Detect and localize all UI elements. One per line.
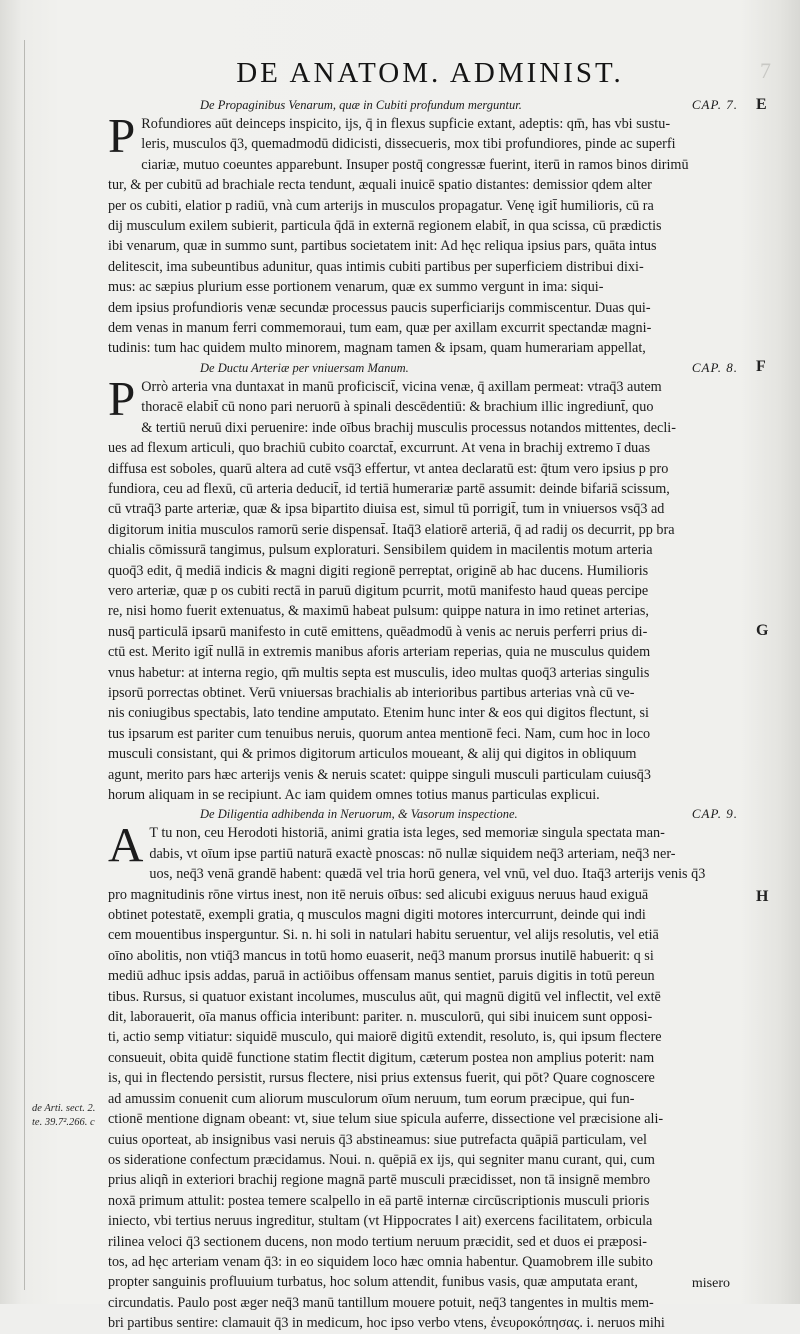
text-line: dit, laborauerit, oīa manus officia interibunt: pariter. n. musculorū, qui sibi inuicem sunt opposi-	[108, 1009, 653, 1026]
text-line: ipsorū porrectas obtinet. Verū vniuersas brachialis ab interioribus partibus arterias vnà cū ve-	[108, 684, 635, 701]
drop-cap: P	[108, 114, 136, 163]
text-line: ad amussim conuenit cum aliorum musculorum oīum neruum, tum eorum præcipue, qui fun-	[108, 1090, 635, 1107]
text-body	[108, 96, 748, 1334]
text-line: nis coniugibus spectabis, lato tendine amputato. Etenim hunc inter & eos qui digitos flectunt, si	[108, 705, 650, 722]
text-line: ibi venarum, quæ in summo sunt, partibus societatem init: Ad hęc reliqua ipsius pars, quāta intus	[108, 238, 657, 255]
text-line: uos, neq̄3 venā grandē habent: quædā vel tria horū genera, vel vnū, vel duo. Itaq̄3 arterijs venis q̄3	[149, 866, 706, 883]
text-line: re, nisi homo fuerit extenuatus, & maximū habeat pulsum: quippe natura in imo retinet arterias,	[108, 603, 649, 620]
text-line: dem ipsius profundioris venæ secundæ processus paucis superficiarijs commiscentur. Duas qui-	[108, 299, 651, 316]
text-line: ti, actio semp vitiatur: siquidē musculo, qui maiorē digitū extendit, resoluto, is, qui ipsum flectere	[108, 1029, 662, 1046]
chapter-number: CAP. 7.	[691, 97, 738, 112]
text-line: circundatis. Paulo post æger neq̄3 manū tantillum mouere potuit, neq̄3 tangentes in multis mem-	[108, 1294, 654, 1311]
text-line: agunt, merito pars hæc arterijs venis & neruis scatet: quippe singuli musculi particulam cuiusq̄3	[108, 766, 651, 783]
text-line: mediū adhuc ipsis addas, paruā in actiōibus offensam manus sentiet, paruis digitis in totū pereun	[108, 968, 655, 985]
margin-note-line: te. 39.7².266. c	[32, 1117, 95, 1128]
text-line: obtinet potestatē, exempli gratia, q musculos magni digiti motores intercurrunt, deinde qui indi	[108, 907, 646, 924]
chapter-paragraph	[108, 823, 748, 1333]
text-line: ctionē mentione dignam obeant: vt, siue telum siue spicula auferre, dissectione vel præcisione ali-	[108, 1111, 664, 1128]
text-line: fundiora, ceu ad flexū, cū arteria deducit̄, id tertiā humerariæ partē assumit: deinde bifariā scissum,	[108, 480, 670, 497]
text-line: musculi consistant, qui & primos digitorum articulos moueant, & alij qui digitos in obliquum	[108, 746, 637, 763]
gutter-line	[24, 40, 25, 1290]
text-line: os sideratione confectum præcidamus. Noui. n. quēpiā ex ijs, qui segniter manu curant, qui, cum	[108, 1151, 655, 1168]
text-line: noxā primum attulit: postea temere scalpello in eā partē internæ circūscriptionis musculi prioris	[108, 1192, 650, 1209]
text-line: vnus habetur: at interna regio, qm̄ multis septa est musculis, ideo multas quoq̄3 arterias singulis	[108, 664, 650, 681]
text-line: vero arteriæ, quæ p os cubiti rectā in paruū digitum pcurrit, motū manifesto haud queas percipe	[108, 582, 649, 599]
text-line: ciariæ, mutuo coeuntes apparebunt. Insuper postq̄ congressæ fuerint, iterū in ramos binos dirimū	[141, 156, 689, 173]
drop-cap: A	[108, 823, 144, 873]
text-line: dabis, vt oīum ipse partiū naturā exactè pnoscas: nō nullæ siquidem neq̄3 arteriam, neq̄3 ner-	[149, 845, 676, 862]
drop-cap: P	[108, 376, 136, 426]
text-line: per os cubiti, elatior p radiū, vnà cum arterijs in musculos propagatur. Venę igit̄ humilioris, cū ra	[108, 197, 654, 214]
chapter-title: De Diligentia adhibenda in Neruorum, & Vasorum inspectione.	[200, 807, 518, 822]
text-line: dij musculum exilem subierit, particula q̄dā in externā regionem elabit̄, in qua scissa, cū prædictis	[108, 218, 662, 235]
margin-letter-g: G	[756, 622, 769, 639]
text-line: delitescit, ima subeuntibus adunitur, quas intimis cubiti partibus per superficiem distribui dixi-	[108, 258, 644, 275]
text-line: nusq̄ particulā ipsarū manifesto in cutē emittens, quēadmodū à venis ac neruis perferri prius di-	[108, 623, 648, 640]
text-line: tibus. Rursus, si quatuor existant incolumes, musculus aūt, qui magnū digitū vel inflectit, vel extē	[108, 988, 661, 1005]
chapter-paragraph	[108, 377, 748, 806]
text-line: iniecto, vbi tertius neruus ingreditur, stultam (vt Hippocrates ‖ ait) exercens facilitatem, orbicula	[108, 1213, 653, 1230]
text-line: leris, musculos q̄3, quemadmodū didicisti, dissecueris, mox tibi profundiores, pinde ac superfi	[141, 136, 676, 153]
text-line: cū vtraq̄3 parte arteriæ, quæ & ipsa bipartito diuisa est, simul tū porrigit̄, tum in vniuersos vsq̄3 ad	[108, 501, 665, 518]
text-line: dem venas in manum ferri commemoraui, tum eam, quæ per axillam excurrit spectandæ magni-	[108, 320, 652, 337]
text-line: ctū est. Merito igit̄ nullā in extremis manibus aforis arteriam reperias, quia ne musculus quidem	[108, 644, 651, 661]
chapter-number: CAP. 9.	[691, 806, 738, 822]
text-line: prius aliqñ in exteriori brachij regione magnā partē musculi præcidisset, non tā insignē membro	[108, 1172, 651, 1189]
chapter-heading	[108, 359, 748, 377]
text-line: bri partibus sentire: clamauit q̄3 in medicum, hoc ipso verbo vtens, ἐνευροκόπησας. i. neruos mihi	[108, 1315, 665, 1332]
text-line: oīno abolitis, non vtiq̄3 mancus in totū homo euaserit, neq̄3 manum prorsus inutilē habuerit: q si	[108, 947, 654, 964]
text-line: thoracē elabit̄ cū nono pari neruorū à spinali descēdentiū: & brachium illic ingrediunt̄, quo	[141, 399, 654, 416]
chapter-title: De Propaginibus Venarum, quæ in Cubiti profundum merguntur.	[200, 98, 522, 112]
text-line: & tertiū neruū dixi peruenire: inde oībus brachij musculis processus notandos mittentes, decli-	[141, 419, 676, 436]
chapter-number: CAP. 8.	[691, 359, 738, 375]
text-line: chialis cōmissurā tangimus, pulsum exploraturi. Sensibilem quidem in macilentis motum arteria	[108, 542, 653, 559]
text-line: tudinis: tum hac quidem multo minorem, magnam tamen & ipsam, quam humerariam appellat,	[108, 340, 646, 357]
text-line: quoq̄3 edit, q̄ mediā indicis & magni digiti regionē perreptat, originē ab hac ducens. Humilioris	[108, 562, 649, 579]
margin-letter-h: H	[756, 888, 769, 905]
text-line: Orrò arteria vna duntaxat in manū proficiscit̄, vicina venæ, q̄ axillam permeat: vtraq̄3 autem	[141, 378, 662, 395]
text-line: T tu non, ceu Herodoti historiā, animi gratia ista leges, sed memoriæ singula spectata man-	[149, 825, 665, 842]
text-line: tos, ad hęc arteriam venam q̄3: in eo siquidem loco hæc omnia habentur. Quamobrem ille subito	[108, 1253, 653, 1270]
margin-letter-f: F	[756, 358, 766, 375]
text-line: mus: ac sæpius plurium esse portionem venarum, quæ ex summo vergunt in ima: siqui-	[108, 279, 604, 296]
text-line: pro magnitudinis rōne virtus inest, non itē neruis oībus: sed alicubi exiguus neruus haud exiguā	[108, 886, 649, 903]
chapter-heading	[108, 96, 748, 114]
text-line: cem mouentibus insperguntur. Si. n. hi soli in natulari habitu seruentur, vel alijs resolutis, vel etiā	[108, 927, 659, 944]
chapter-heading	[108, 805, 748, 823]
text-line: diffusa est soboles, quarū altera ad cutē vsq̄3 effertur, vt antea declaratū est: q̄tum vero ipsius p pro	[108, 460, 669, 477]
margin-letter-e: E	[756, 96, 767, 113]
chapter-paragraph	[108, 114, 748, 359]
text-line: is, qui in flectendo persistit, rursus flectere, nisi prius extensus fuerit, qui pōt? Quare cognoscere	[108, 1070, 655, 1087]
margin-note-line: de Arti. sect. 2.	[32, 1103, 96, 1114]
text-line: digitorum initia musculos ramorū serie dispensat̄. Itaq̄3 elatiorē arteriā, q̄ ad radij os decurrit, pp bra	[108, 521, 675, 538]
text-line: ues ad flexum articuli, quo brachiū cubito coarctat̄, excurrunt. At vena in brachij extremo ī duas	[108, 440, 651, 457]
text-line: horum aliquam in se recipiunt. Ac iam quidem omnes totius manus particulas explicui.	[108, 787, 600, 803]
catchword: misero	[691, 1276, 730, 1291]
margin-note	[32, 1102, 112, 1130]
text-line: cuius oporteat, ab insignibus vasi neruis q̄3 abstineamus: siue putrefacta quāpiā particulam, vel	[108, 1131, 647, 1148]
running-head: DE ANATOM. ADMINIST.	[236, 57, 624, 89]
bleed-through-text: 7	[760, 58, 771, 83]
text-line: tur, & per cubitū ad brachiale recta tendunt, æquali inuicē spatio distantes: demissior qdem alter	[108, 177, 652, 194]
chapter-title: De Ductu Arteriæ per vniuersam Manum.	[200, 360, 409, 375]
text-line: Rofundiores aūt deinceps inspicito, ijs, q̄ in flexus supficie extant, adeptis: qm̄, has vbi sustu-	[141, 116, 671, 132]
text-line: propter sanguinis profluuium turbatus, hoc solum attendit, funibus vasis, quæ amputata erant,	[108, 1274, 638, 1291]
text-line: tus ipsarum est pariter cum tenuibus neruis, quorum antea mentionē feci. Nam, cum hoc in loco	[108, 725, 651, 742]
text-line: rilinea veloci q̄3 sectionem ducens, non modo tertium neruum præcidit, sed et duos ei præposi-	[108, 1233, 648, 1250]
text-line: consueuit, obita quidē functione statim flectit digitum, cæterum postea non amplius poterit: nam	[108, 1049, 655, 1066]
